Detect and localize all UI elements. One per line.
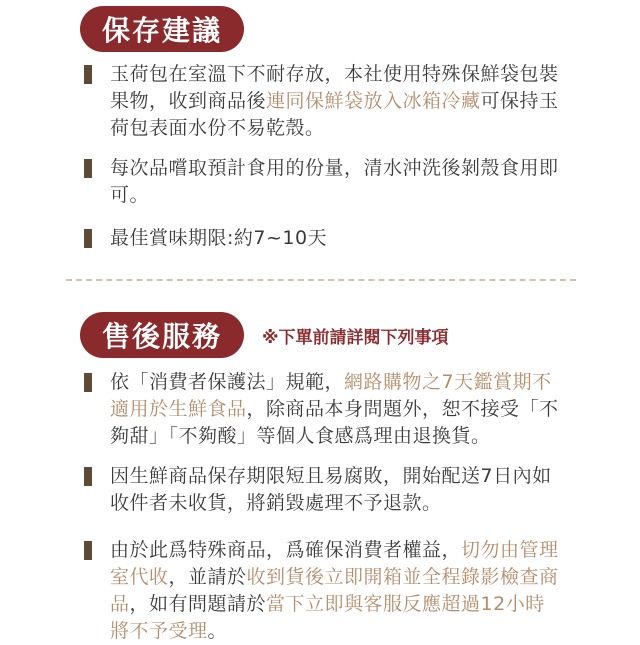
storage-section-header: [80, 6, 244, 52]
bullet-bar: [84, 65, 92, 84]
section-divider: [66, 279, 576, 281]
bullet-bar: [84, 229, 92, 248]
after-sales-item-1: [84, 369, 564, 450]
after-sales-item-1-text: 依「消費者保護法」規範，網路購物之7天鑑賞期不適用於生鮮食品，除商品本身問題外，恕不接受「不夠甜」「不夠酸」等個人食感爲理由退換貨。: [110, 371, 559, 447]
bullet-bar: [84, 373, 92, 392]
after-sales-item-2-text: 因生鮮商品保存期限短且易腐敗，開始配送7日內如收件者未收貨，將銷毀處理不予退款。: [110, 465, 552, 514]
storage-item-2: [84, 155, 564, 209]
after-sales-item-3-text: 由於此爲特殊商品，爲確保消費者權益，切勿由管理室代收，並請於收到貨後立即開箱並全程錄影檢查商品，如有問題請於當下立即與客服反應超過12小時將不予受理。: [110, 539, 559, 642]
bullet-bar: [84, 541, 92, 560]
after-sales-note: ※下單前請詳閱下列事項: [262, 327, 449, 348]
storage-item-1: [84, 61, 564, 142]
after-sales-section-header: [80, 312, 449, 358]
storage-item-1-text: 玉荷包在室溫下不耐存放，本社使用特殊保鮮袋包裝果物，收到商品後連同保鮮袋放入冰箱冷藏可保持玉荷包表面水份不易乾殼。: [110, 63, 559, 139]
storage-heading: 保存建議: [80, 6, 244, 52]
bullet-bar: [84, 159, 92, 178]
after-sales-item-3: [84, 537, 564, 645]
bullet-bar: [84, 467, 92, 486]
after-sales-item-2: [84, 463, 564, 517]
storage-item-3: [84, 225, 564, 252]
storage-item-3-text: 最佳賞味期限:約7~10天: [110, 227, 328, 249]
after-sales-heading: 售後服務: [80, 312, 244, 358]
storage-item-2-text: 每次品嚐取預計食用的份量，清水沖洗後剝殼食用即可。: [110, 157, 559, 206]
